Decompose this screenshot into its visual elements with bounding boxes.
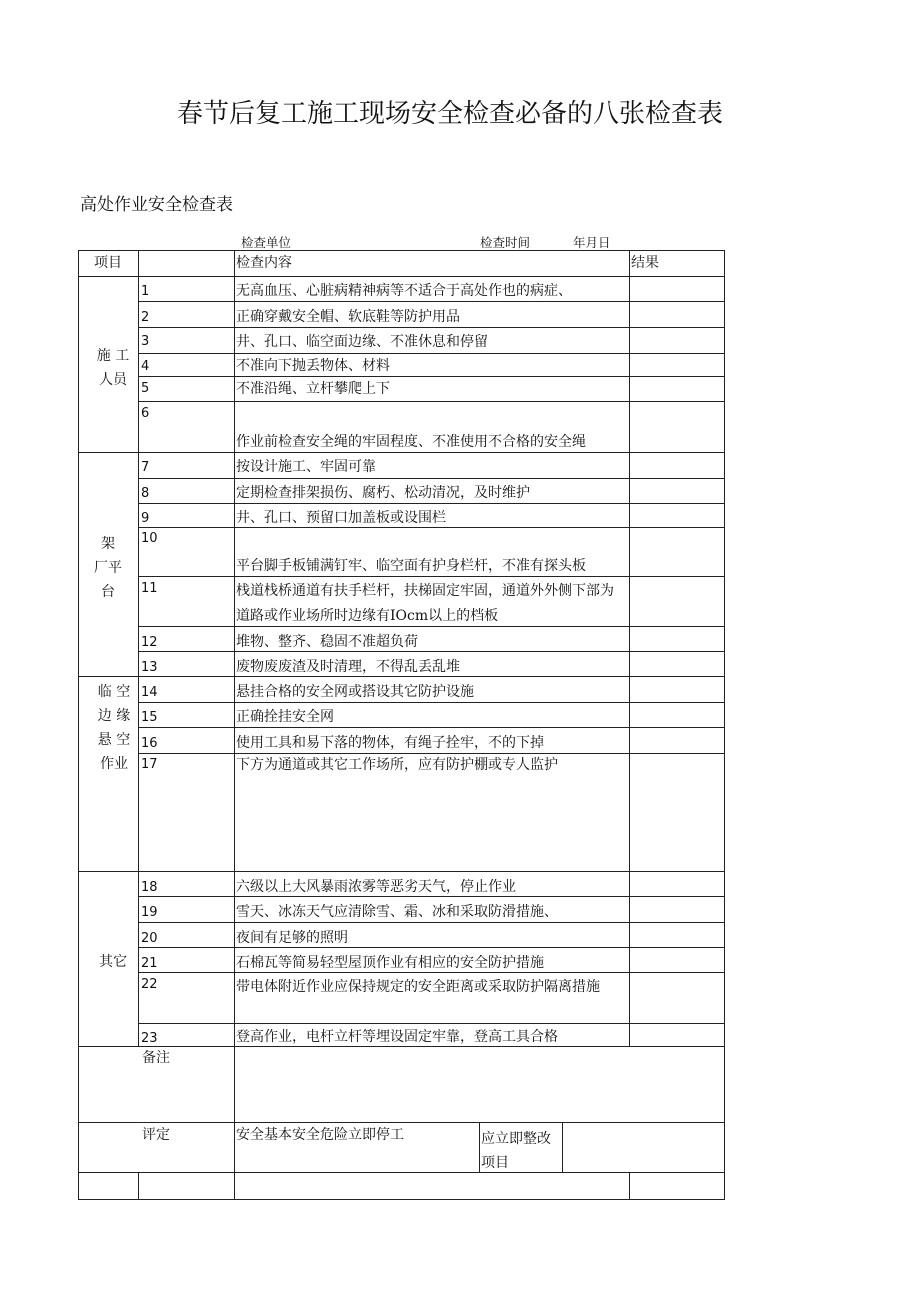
- item-number: 6: [141, 406, 150, 421]
- item-content: 不准向下抛丢物体、材料: [236, 358, 390, 374]
- item-number: 11: [141, 581, 158, 596]
- table-grid: [78, 250, 725, 1200]
- rating-label: 评定: [142, 1127, 170, 1143]
- category-scaffold: [80, 532, 136, 604]
- item-number: 3: [141, 334, 150, 349]
- category-scaffold-line: 台: [101, 584, 115, 600]
- category-scaffold-line: 厂平: [94, 560, 122, 576]
- category-edge-line: 边 缘: [97, 708, 131, 724]
- item-content: 正确拴挂安全网: [236, 709, 334, 725]
- item-content: 悬挂合格的安全网或搭设其它防护设施: [236, 684, 474, 700]
- item-content: 废物废废渣及时清理，不得乱丢乱堆: [236, 659, 460, 675]
- category-personnel-line: 施 工: [96, 348, 130, 364]
- remarks-label: 备注: [142, 1050, 170, 1066]
- inspection-unit-label: 检查单位: [241, 235, 292, 250]
- item-content: 带电体附近作业应保持规定的安全距离或采取防护隔离措施: [236, 979, 600, 995]
- table-subtitle: 高处作业安全检查表: [80, 195, 233, 215]
- category-edge-work: [90, 680, 138, 776]
- item-number: 13: [141, 660, 158, 675]
- item-content: 六级以上大风暴雨浓雾等恶劣天气，停止作业: [236, 879, 516, 895]
- header-result: 结果: [631, 255, 659, 271]
- item-number: 20: [141, 931, 158, 946]
- rectify-items-label: 应立即整改项目: [481, 1131, 551, 1171]
- item-number: 4: [141, 359, 150, 374]
- item-content: 井、孔口、临空面边缘、不准休息和停留: [236, 334, 488, 350]
- item-number: 8: [141, 486, 150, 501]
- category-other: [88, 950, 138, 974]
- category-edge-line: 作业: [100, 756, 128, 772]
- item-number: 5: [141, 381, 150, 396]
- item-number: 19: [141, 905, 158, 920]
- header-content: 检查内容: [236, 255, 292, 271]
- inspection-date-label: 年月日: [573, 235, 611, 250]
- item-number: 21: [141, 956, 158, 971]
- item-content: 石棉瓦等简易轻型屋顶作业有相应的安全防护措施: [236, 955, 544, 971]
- item-content: 井、孔口、预留口加盖板或设围栏: [236, 510, 446, 526]
- item-content: 夜间有足够的照明: [236, 930, 348, 946]
- item-content: 作业前检查安全绳的牢固程度、不准使用不合格的安全绳: [236, 434, 586, 450]
- item-number: 10: [141, 531, 158, 546]
- item-content: 按设计施工、牢固可靠: [236, 459, 376, 475]
- category-edge-line: 临 空: [97, 684, 131, 700]
- item-content: 堆物、整齐、稳固不准超负荷: [236, 634, 418, 650]
- item-content: 不准沿绳、立杆攀爬上下: [236, 381, 390, 397]
- inspection-time-label: 检查时间: [480, 235, 531, 250]
- item-content: 使用工具和易下落的物体，有绳子拴牢，不的下掉: [236, 735, 544, 751]
- category-scaffold-line: 架: [101, 536, 115, 552]
- item-number: 15: [141, 710, 158, 725]
- item-content: 雪天、冰冻天气应清除雪、霜、冰和采取防滑措施、: [236, 904, 558, 920]
- item-content: 栈道栈桥通道有扶手栏杆，扶梯固定牢固，通道外外侧下部为道路或作业场所时边缘有IOcm以上的档板: [236, 583, 614, 624]
- document-title: 春节后复工施工现场安全检查必备的八张检查表: [177, 99, 724, 129]
- item-content: 下方为通道或其它工作场所，应有防护棚或专人监护: [236, 757, 558, 773]
- item-content: 定期检查排架损伤、腐朽、松动清况，及时维护: [236, 485, 530, 501]
- category-edge-line: 悬 空: [97, 732, 131, 748]
- item-number: 12: [141, 635, 158, 650]
- category-personnel: [88, 344, 138, 392]
- item-number: 22: [141, 977, 158, 992]
- item-content: 无高血压、心脏病精神病等不适合于高处作也的病症、: [236, 283, 572, 299]
- rating-options: 安全基本安全危险立即停工: [236, 1127, 404, 1143]
- item-number: 18: [141, 880, 158, 895]
- item-content: 正确穿戴安全帽、软底鞋等防护用品: [236, 309, 460, 325]
- item-number: 2: [141, 310, 150, 325]
- item-number: 9: [141, 511, 150, 526]
- category-other-line: 其它: [99, 954, 127, 970]
- item-number: 17: [141, 757, 158, 772]
- item-content: 登高作业，电杆立杆等埋设固定牢靠，登高工具合格: [236, 1029, 558, 1045]
- item-number: 7: [141, 460, 150, 475]
- inspection-table: [78, 250, 725, 1200]
- header-project: 项目: [94, 255, 122, 271]
- item-number: 16: [141, 736, 158, 751]
- item-number: 14: [141, 685, 158, 700]
- item-content: 平台脚手板铺满钉牢、临空面有护身栏杆，不准有探头板: [236, 558, 586, 574]
- item-number: 23: [141, 1031, 158, 1046]
- item-number: 1: [141, 284, 150, 299]
- category-personnel-line: 人员: [99, 372, 127, 388]
